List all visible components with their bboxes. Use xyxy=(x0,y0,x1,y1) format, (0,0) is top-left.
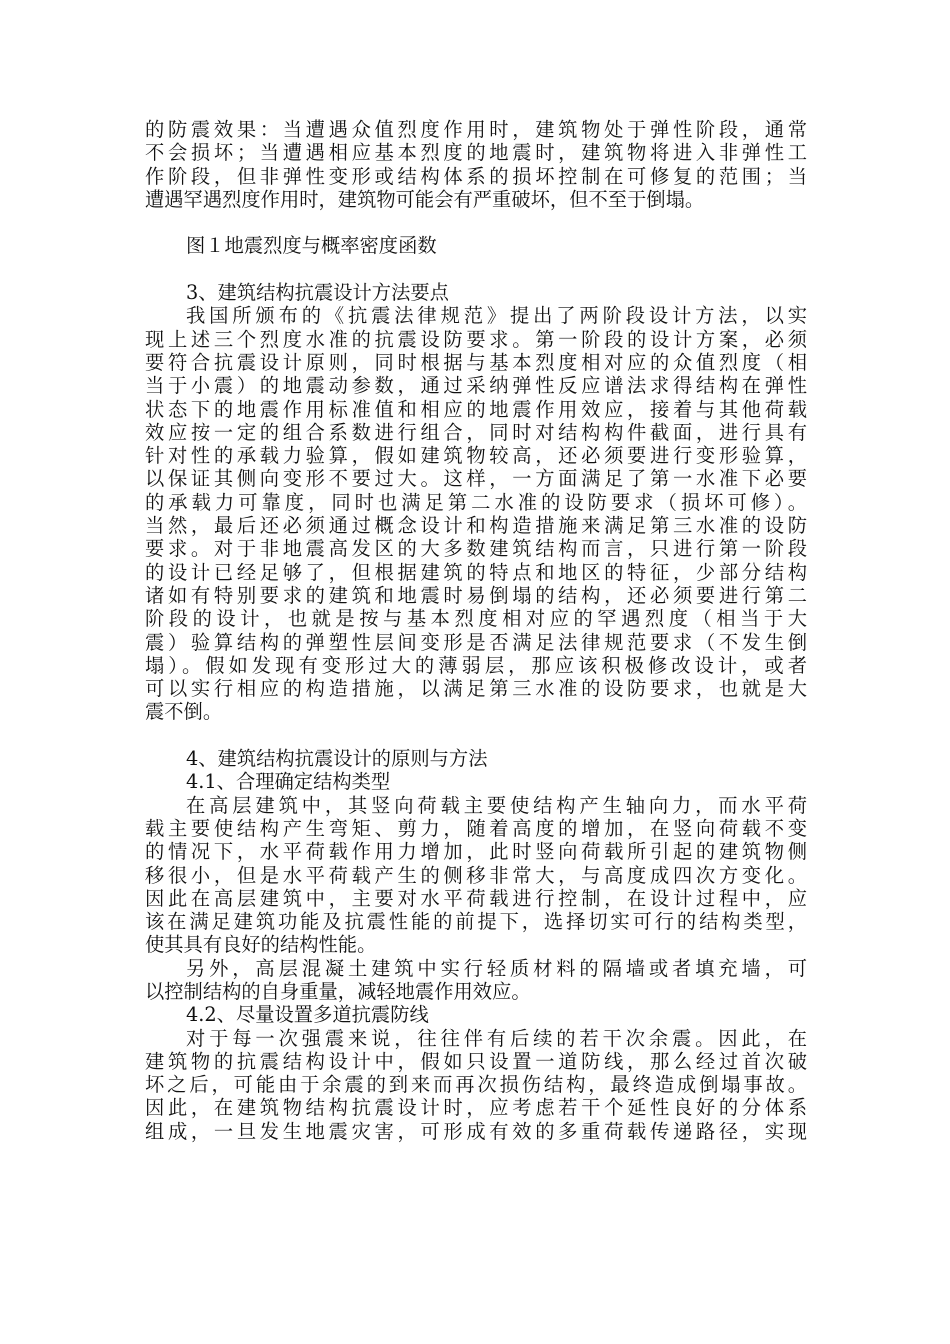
heading-text: 3、建筑结构抗震设计方法要点 xyxy=(186,281,449,305)
paragraph-seismic-effect xyxy=(145,118,807,211)
text-line: 因此，在建筑物结构抗震设计时，应考虑若干个延性良好的分体系 xyxy=(145,1096,807,1120)
heading-text: 4.2、尽量设置多道抗震防线 xyxy=(186,1003,429,1027)
text-line: 诸如有特别要求的建筑和地震时易倒塌的结构，还必须要进行第二 xyxy=(145,583,807,607)
text-line: 对于每一次强震来说，往往伴有后续的若干次余震。因此，在 xyxy=(186,1026,807,1050)
text-line: 使其具有良好的结构性能。 xyxy=(145,933,377,957)
document-body xyxy=(145,118,807,1143)
text-line: 的承载力可靠度，同时也满足第二水准的设防要求（损坏可修）。 xyxy=(145,490,807,514)
text-line: 不会损坏；当遭遇相应基本烈度的地震时，建筑物将进入非弹性工 xyxy=(145,141,807,165)
paragraph-structure-type xyxy=(145,794,807,957)
text-line: 移很小，但是水平荷载产生的侧移非常大，与高度成四次方变化。 xyxy=(145,863,807,887)
text-line: 坏之后，可能由于余震的到来而再次损伤结构，最终造成倒塌事故。 xyxy=(145,1073,807,1097)
text-line: 因此在高层建筑中，主要对水平荷载进行控制，在设计过程中，应 xyxy=(145,886,807,910)
text-line: 遭遇罕遇烈度作用时，建筑物可能会有严重破坏，但不至于倒塌。 xyxy=(145,187,705,211)
text-line: 要符合抗震设计原则，同时根据与基本烈度相对应的众值烈度（相 xyxy=(145,350,807,374)
heading-text: 4.1、合理确定结构类型 xyxy=(186,770,391,794)
text-line: 以控制结构的自身重量，减轻地震作用效应。 xyxy=(145,979,531,1003)
text-line: 当于小震）的地震动参数，通过采纳弹性反应谱法求得结构在弹性 xyxy=(145,374,807,398)
blank-line xyxy=(145,258,807,281)
text-line: 该在满足建筑功能及抗震性能的前提下，选择切实可行的结构类型， xyxy=(145,910,807,934)
paragraph-defense-lines xyxy=(145,1027,807,1143)
text-line: 当然，最后还必须通过概念设计和构造措施来满足第三水准的设防 xyxy=(145,514,807,538)
text-line: 塌）。假如发现有变形过大的薄弱层，那应该积极修改设计，或者 xyxy=(145,653,807,677)
text-line: 针对性的承载力验算，假如建筑物较高，还必须要进行变形验算， xyxy=(145,444,807,468)
section-heading-4 xyxy=(145,747,807,770)
blank-line xyxy=(145,724,807,747)
paragraph-lightweight-walls xyxy=(145,957,807,1004)
text-line: 阶段的设计，也就是按与基本烈度相对应的罕遇烈度（相当于大 xyxy=(145,607,807,631)
blank-line xyxy=(145,211,807,234)
heading-text: 4、建筑结构抗震设计的原则与方法 xyxy=(186,747,488,771)
text-line: 现上述三个烈度水准的抗震设防要求。第一阶段的设计方案，必须 xyxy=(145,327,807,351)
subsection-heading-4-1 xyxy=(145,770,807,793)
text-line: 震不倒。 xyxy=(145,700,223,724)
section-heading-3 xyxy=(145,281,807,304)
text-line: 状态下的地震作用标准值和相应的地震作用效应，接着与其他荷载 xyxy=(145,397,807,421)
text-line: 建筑物的抗震结构设计中，假如只设置一道防线，那么经过首次破 xyxy=(145,1049,807,1073)
text-line: 以保证其侧向变形不要过大。这样，一方面满足了第一水准下必要 xyxy=(145,467,807,491)
text-line: 组成，一旦发生地震灾害，可形成有效的多重荷载传递路径，实现 xyxy=(145,1119,807,1143)
text-line: 另外，高层混凝土建筑中实行轻质材料的隔墙或者填充墙，可 xyxy=(186,956,807,980)
text-line: 载主要使结构产生弯矩、剪力，随着高度的增加，在竖向荷载不变 xyxy=(145,816,807,840)
text-line: 要求。对于非地震高发区的大多数建筑结构而言，只进行第一阶段 xyxy=(145,537,807,561)
paragraph-design-method xyxy=(145,304,807,723)
figure-caption-text: 图１地震烈度与概率密度函数 xyxy=(186,234,437,258)
text-line: 的设计已经足够了，但根据建筑的特点和地区的特征，少部分结构 xyxy=(145,560,807,584)
text-line: 的防震效果：当遭遇众值烈度作用时，建筑物处于弹性阶段，通常 xyxy=(145,118,807,141)
text-line: 作阶段，但非弹性变形或结构体系的损坏控制在可修复的范围；当 xyxy=(145,164,807,188)
text-line: 我国所颁布的《抗震法律规范》提出了两阶段设计方法，以实 xyxy=(186,304,807,328)
text-line: 的情况下，水平荷载作用力增加，此时竖向荷载所引起的建筑物侧 xyxy=(145,840,807,864)
figure-caption xyxy=(145,234,807,257)
text-line: 在高层建筑中，其竖向荷载主要使结构产生轴向力，而水平荷 xyxy=(186,793,807,817)
text-line: 效应按一定的组合系数进行组合，同时对结构构件截面，进行具有 xyxy=(145,420,807,444)
text-line: 震）验算结构的弹塑性层间变形是否满足法律规范要求（不发生倒 xyxy=(145,630,807,654)
subsection-heading-4-2 xyxy=(145,1003,807,1026)
text-line: 可以实行相应的构造措施，以满足第三水准的设防要求，也就是大 xyxy=(145,677,807,701)
